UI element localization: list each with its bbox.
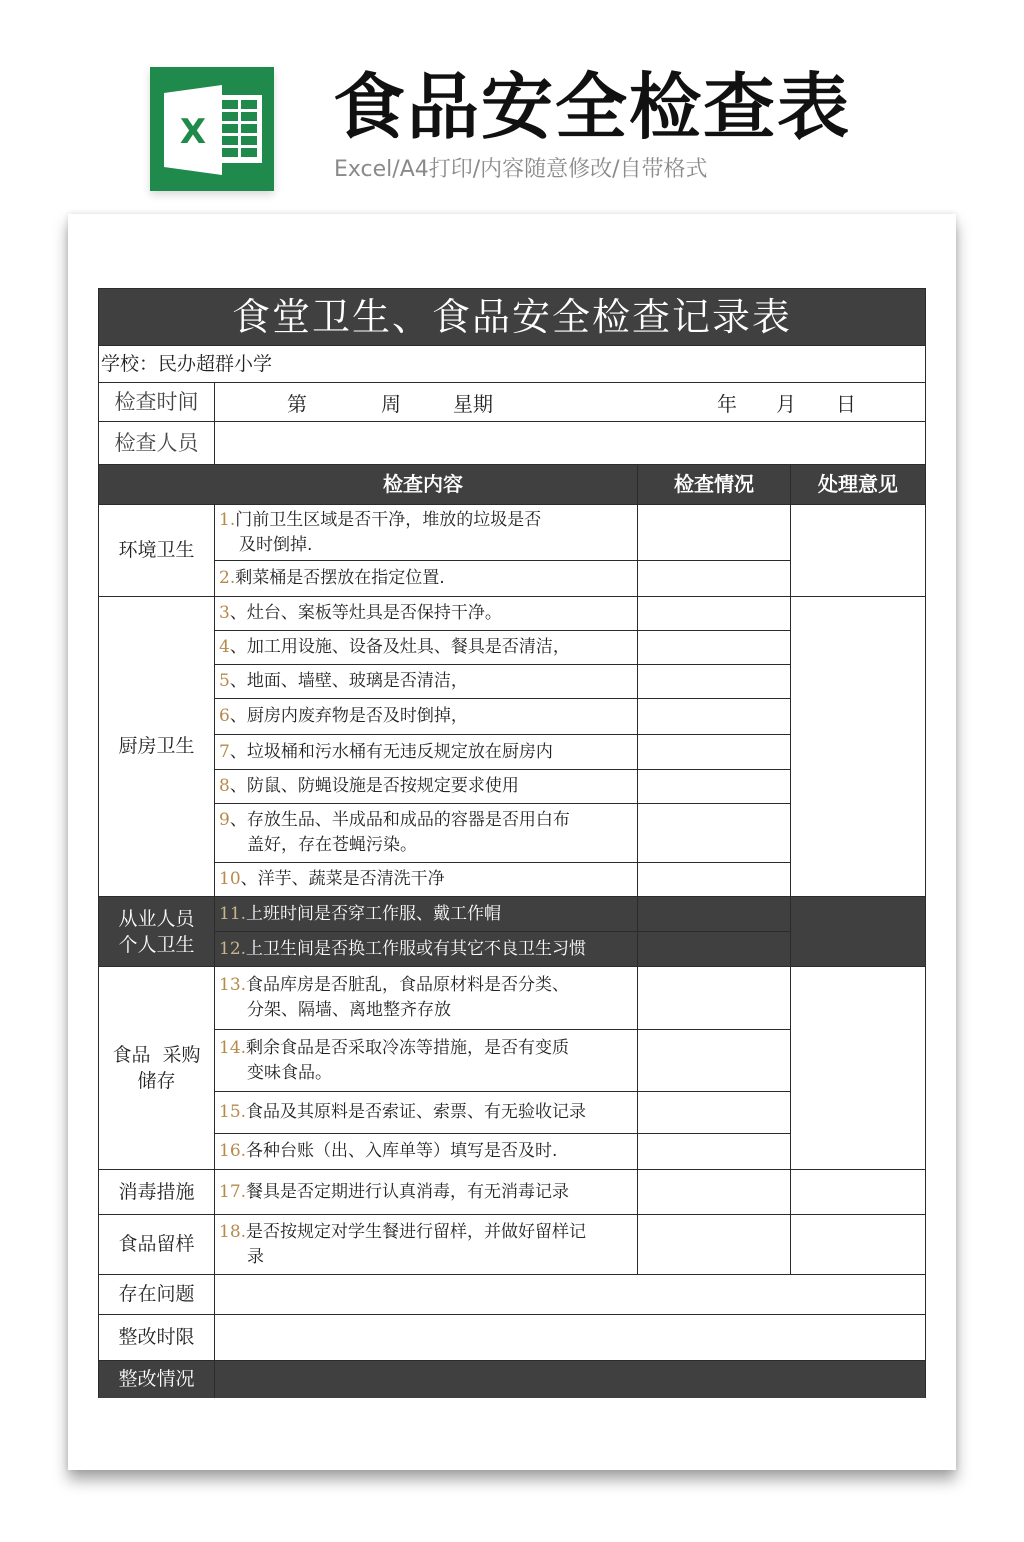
category-staff-hygiene: 从业人员 个人卫生 bbox=[98, 896, 215, 967]
status-cell-11[interactable] bbox=[637, 896, 791, 932]
day-label: 日 bbox=[836, 392, 856, 416]
status-cell-6[interactable] bbox=[637, 698, 791, 735]
item-16: 16. 各种台账（出、入库单等）填写是否及时. bbox=[214, 1133, 638, 1170]
item-11: 11. 上班时间是否穿工作服、戴工作帽 bbox=[214, 896, 638, 932]
status-cell-17[interactable] bbox=[637, 1169, 791, 1215]
status-cell-16[interactable] bbox=[637, 1133, 791, 1170]
issues-field[interactable] bbox=[214, 1274, 926, 1315]
month-label: 月 bbox=[776, 392, 796, 416]
rectification-deadline-field[interactable] bbox=[214, 1314, 926, 1361]
item-4: 4 、加工用设施、设备及灶具、餐具是否清洁， bbox=[214, 630, 638, 665]
inspection-time-label: 检查时间 bbox=[98, 382, 215, 422]
item-3: 3 、灶台、案板等灶具是否保持干净。 bbox=[214, 596, 638, 631]
item-12: 12. 上卫生间是否换工作服或有其它不良卫生习惯 bbox=[214, 931, 638, 967]
inspection-time-field[interactable] bbox=[214, 382, 926, 422]
item-10: 10 、洋芋、蔬菜是否清洗干净 bbox=[214, 862, 638, 897]
status-cell-15[interactable] bbox=[637, 1091, 791, 1134]
week-label: 周 bbox=[381, 392, 401, 416]
item-13: 13.食品库房是否脏乱，食品原材料是否分类、 分架、隔墙、离地整齐存放 bbox=[214, 966, 638, 1030]
status-cell-14[interactable] bbox=[637, 1029, 791, 1092]
svg-text:X: X bbox=[179, 112, 207, 152]
hero-title: 食品安全检查表 bbox=[333, 65, 852, 149]
status-cell-13[interactable] bbox=[637, 966, 791, 1030]
status-cell-4[interactable] bbox=[637, 630, 791, 665]
status-cell-9[interactable] bbox=[637, 803, 791, 863]
item-18: 18.是否按规定对学生餐进行留样，并做好留样记 录 bbox=[214, 1214, 638, 1275]
status-cell-2[interactable] bbox=[637, 560, 791, 597]
inspector-field[interactable] bbox=[214, 421, 926, 465]
status-cell-7[interactable] bbox=[637, 734, 791, 770]
status-cell-8[interactable] bbox=[637, 769, 791, 804]
form-title: 食堂卫生、食品安全检查记录表 bbox=[98, 288, 926, 346]
opinion-cell-staff-hygiene[interactable] bbox=[790, 896, 926, 967]
item-6: 6 、厨房内废弃物是否及时倒掉， bbox=[214, 698, 638, 735]
school-field[interactable]: 学校：民办超群小学 bbox=[98, 345, 926, 383]
item-7: 7 、垃圾桶和污水桶有无违反规定放在厨房内 bbox=[214, 734, 638, 770]
status-cell-10[interactable] bbox=[637, 862, 791, 897]
item-8: 8 、防鼠、防蝇设施是否按规定要求使用 bbox=[214, 769, 638, 804]
rectification-status-label: 整改情况 bbox=[98, 1360, 215, 1398]
item-15: 15. 食品及其原料是否索证、索票、有无验收记录 bbox=[214, 1091, 638, 1134]
item-2: 2. 剩菜桶是否摆放在指定位置. bbox=[214, 560, 638, 597]
status-cell-5[interactable] bbox=[637, 664, 791, 699]
item-14: 14.剩余食品是否采取冷冻等措施，是否有变质 变味食品。 bbox=[214, 1029, 638, 1092]
year-label: 年 bbox=[717, 392, 737, 416]
item-5: 5 、地面、墙壁、玻璃是否清洁， bbox=[214, 664, 638, 699]
hero-subtitle: Excel/A4打印/内容随意修改/自带格式 bbox=[334, 157, 708, 182]
opinion-cell-environment[interactable] bbox=[790, 504, 926, 597]
opinion-cell-food-sample[interactable] bbox=[790, 1214, 926, 1275]
status-cell-18[interactable] bbox=[637, 1214, 791, 1275]
rectification-status-field[interactable] bbox=[214, 1360, 926, 1398]
category-environment: 环境卫生 bbox=[98, 504, 215, 597]
status-cell-1[interactable] bbox=[637, 504, 791, 561]
category-food-purchase-storage: 食品 采购 储存 bbox=[98, 966, 215, 1170]
status-cell-3[interactable] bbox=[637, 596, 791, 631]
header-status: 检查情况 bbox=[637, 464, 791, 505]
issues-label: 存在问题 bbox=[98, 1274, 215, 1315]
opinion-cell-food-storage[interactable] bbox=[790, 966, 926, 1170]
item-1: 1.门前卫生区域是否干净，堆放的垃圾是否 及时倒掉. bbox=[214, 504, 638, 561]
item-17: 17. 餐具是否定期进行认真消毒，有无消毒记录 bbox=[214, 1169, 638, 1215]
category-disinfection: 消毒措施 bbox=[98, 1169, 215, 1215]
item-9: 9、存放生品、半成品和成品的容器是否用白布 盖好，存在苍蝇污染。 bbox=[214, 803, 638, 863]
header-content: 检查内容 bbox=[98, 464, 638, 505]
rectification-deadline-label: 整改时限 bbox=[98, 1314, 215, 1361]
inspector-label: 检查人员 bbox=[98, 421, 215, 465]
weekday-label: 星期 bbox=[453, 392, 493, 416]
header-opinion: 处理意见 bbox=[790, 464, 926, 505]
opinion-cell-kitchen[interactable] bbox=[790, 596, 926, 897]
status-cell-12[interactable] bbox=[637, 931, 791, 967]
category-food-sample: 食品留样 bbox=[98, 1214, 215, 1275]
category-kitchen: 厨房卫生 bbox=[98, 596, 215, 897]
opinion-cell-disinfection[interactable] bbox=[790, 1169, 926, 1215]
week-number-label: 第 bbox=[287, 392, 307, 416]
